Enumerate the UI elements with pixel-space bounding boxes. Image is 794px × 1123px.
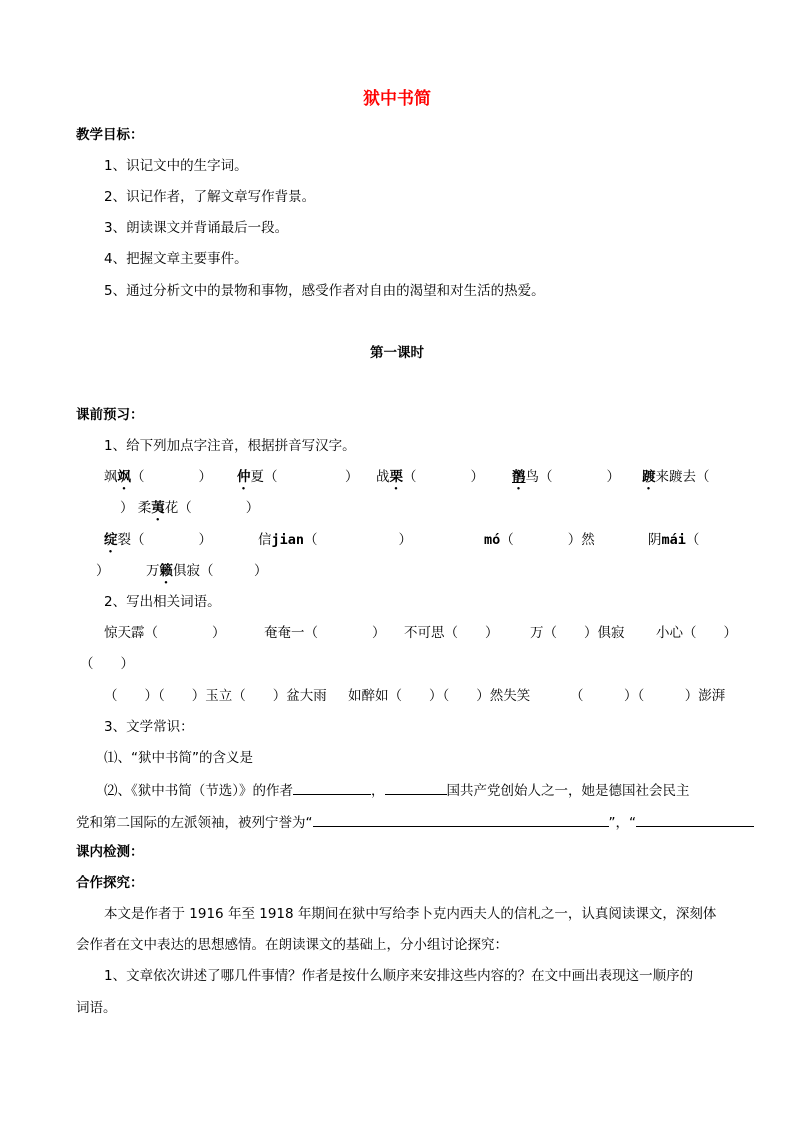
word-part: 裂（ ） [117, 532, 212, 548]
word-part: （ ） [403, 469, 484, 485]
pinyin-item [237, 468, 359, 493]
fill-word: （ ） [80, 656, 134, 672]
fill-word: 奄奄一（ ） [264, 625, 386, 641]
word-part: 夏（ ） [250, 469, 359, 485]
word-part: （ ） [131, 469, 212, 485]
answer-blank [385, 780, 447, 795]
dotted-char: 踱 [642, 469, 656, 485]
pinyin-item [512, 468, 620, 493]
dotted-char: 籁 [159, 563, 173, 579]
pinyin-item [258, 531, 412, 549]
answer-blank [313, 812, 609, 827]
fill-word: 不可思（ ） [404, 625, 499, 641]
pinyin-item [146, 562, 268, 587]
pinyin-item [376, 468, 484, 493]
fill-word: （ ）（ ）澎湃 [570, 688, 726, 704]
word-part: 花（ ） [164, 500, 260, 516]
pinyin-item [648, 531, 699, 549]
fill-word: （ ）（ ）玉立（ ）盆大雨 [104, 688, 327, 704]
question-3a: ⑴、“狱中书简”的含义是 [104, 750, 253, 766]
goal-item: 3、朗读课文并背诵最后一段。 [104, 220, 289, 236]
answer-blank [293, 780, 371, 795]
pinyin-item [104, 468, 212, 493]
word-part: 信 [258, 532, 272, 548]
page-title: 狱中书简 [363, 89, 431, 109]
pinyin-item [484, 531, 595, 549]
dotted-char: 仲 [237, 469, 251, 485]
text-part: ， [371, 783, 385, 799]
coop-heading: 合作探究： [76, 875, 144, 891]
fill-word: 万（ ）俱寂 [530, 625, 625, 641]
text-part: ”，“ [608, 815, 636, 831]
dotted-char: 鹡 [512, 469, 526, 485]
question-1: 1、给下列加点字注音，根据拼音写汉字。 [104, 438, 356, 454]
word-part: 来踱去（ [655, 469, 710, 485]
dotted-char: 飒 [117, 469, 131, 485]
answer-blank [636, 812, 754, 827]
word-part: （ ）然 [500, 532, 595, 548]
pinyin-item [642, 468, 710, 493]
dotted-char: 荑 [151, 500, 165, 516]
goal-item: 1、识记文中的生字词。 [104, 158, 248, 174]
coop-paragraph: 本文是作者于 1916 年至 1918 年期间在狱中写给李卜克内西夫人的信札之一，认真阅读课文，深刻体 [104, 906, 717, 922]
word-part: 阴 [648, 532, 662, 548]
coop-question-1: 词语。 [76, 1000, 117, 1016]
question-2: 2、写出相关词语。 [104, 594, 221, 610]
fill-word: 如醉如（ ）（ ）然失笑 [348, 688, 531, 704]
word-part: 万 [146, 563, 160, 579]
text-part: 党和第二国际的左派领袖，被列宁誉为“ [76, 815, 313, 831]
question-3: 3、文学常识： [104, 719, 194, 735]
question-3b [104, 780, 690, 800]
coop-question-1: 1、文章依次讲述了哪几件事情？作者是按什么顺序来安排这些内容的？在文中画出表现这一顺序的 [104, 968, 694, 984]
fill-word: 惊天霹（ ） [104, 625, 226, 641]
coop-paragraph: 会作者在文中表达的思想感情。在朗读课文的基础上，分小组讨论探究： [76, 937, 508, 953]
pinyin-item [104, 531, 212, 556]
goal-item: 2、识记作者，了解文章写作背景。 [104, 189, 316, 205]
pinyin-item [96, 562, 110, 580]
word-part: ） [96, 563, 110, 579]
pinyin-text: mó [484, 532, 501, 548]
pinyin-text: jian [271, 532, 305, 548]
word-part: 飒 [104, 469, 118, 485]
goal-item: 5、通过分析文中的景物和事物，感受作者对自由的渴望和对生活的热爱。 [104, 283, 545, 299]
text-part: ⑵、《狱中书简（节选）》的作者 [104, 783, 293, 799]
text-part: 国共产党创始人之一，她是德国社会民主 [446, 783, 690, 799]
goals-heading: 教学目标： [76, 127, 144, 143]
fill-word: 小心（ ） [656, 625, 737, 641]
pinyin-item [120, 499, 259, 524]
word-part: 鸟（ ） [525, 469, 620, 485]
lesson-heading: 第一课时 [370, 345, 424, 361]
pinyin-text: mái [661, 532, 686, 548]
word-part: 战 [376, 469, 390, 485]
word-part: ） 柔 [120, 500, 152, 516]
word-part: 俱寂（ ） [173, 563, 268, 579]
classcheck-heading: 课内检测： [76, 844, 144, 860]
dotted-char: 栗 [389, 469, 403, 485]
question-3c [76, 812, 754, 832]
word-part: （ ） [304, 532, 413, 548]
goal-item: 4、把握文章主要事件。 [104, 251, 248, 267]
dotted-char: 绽 [104, 532, 118, 548]
word-part: （ [685, 532, 700, 548]
preview-heading: 课前预习： [76, 407, 144, 423]
